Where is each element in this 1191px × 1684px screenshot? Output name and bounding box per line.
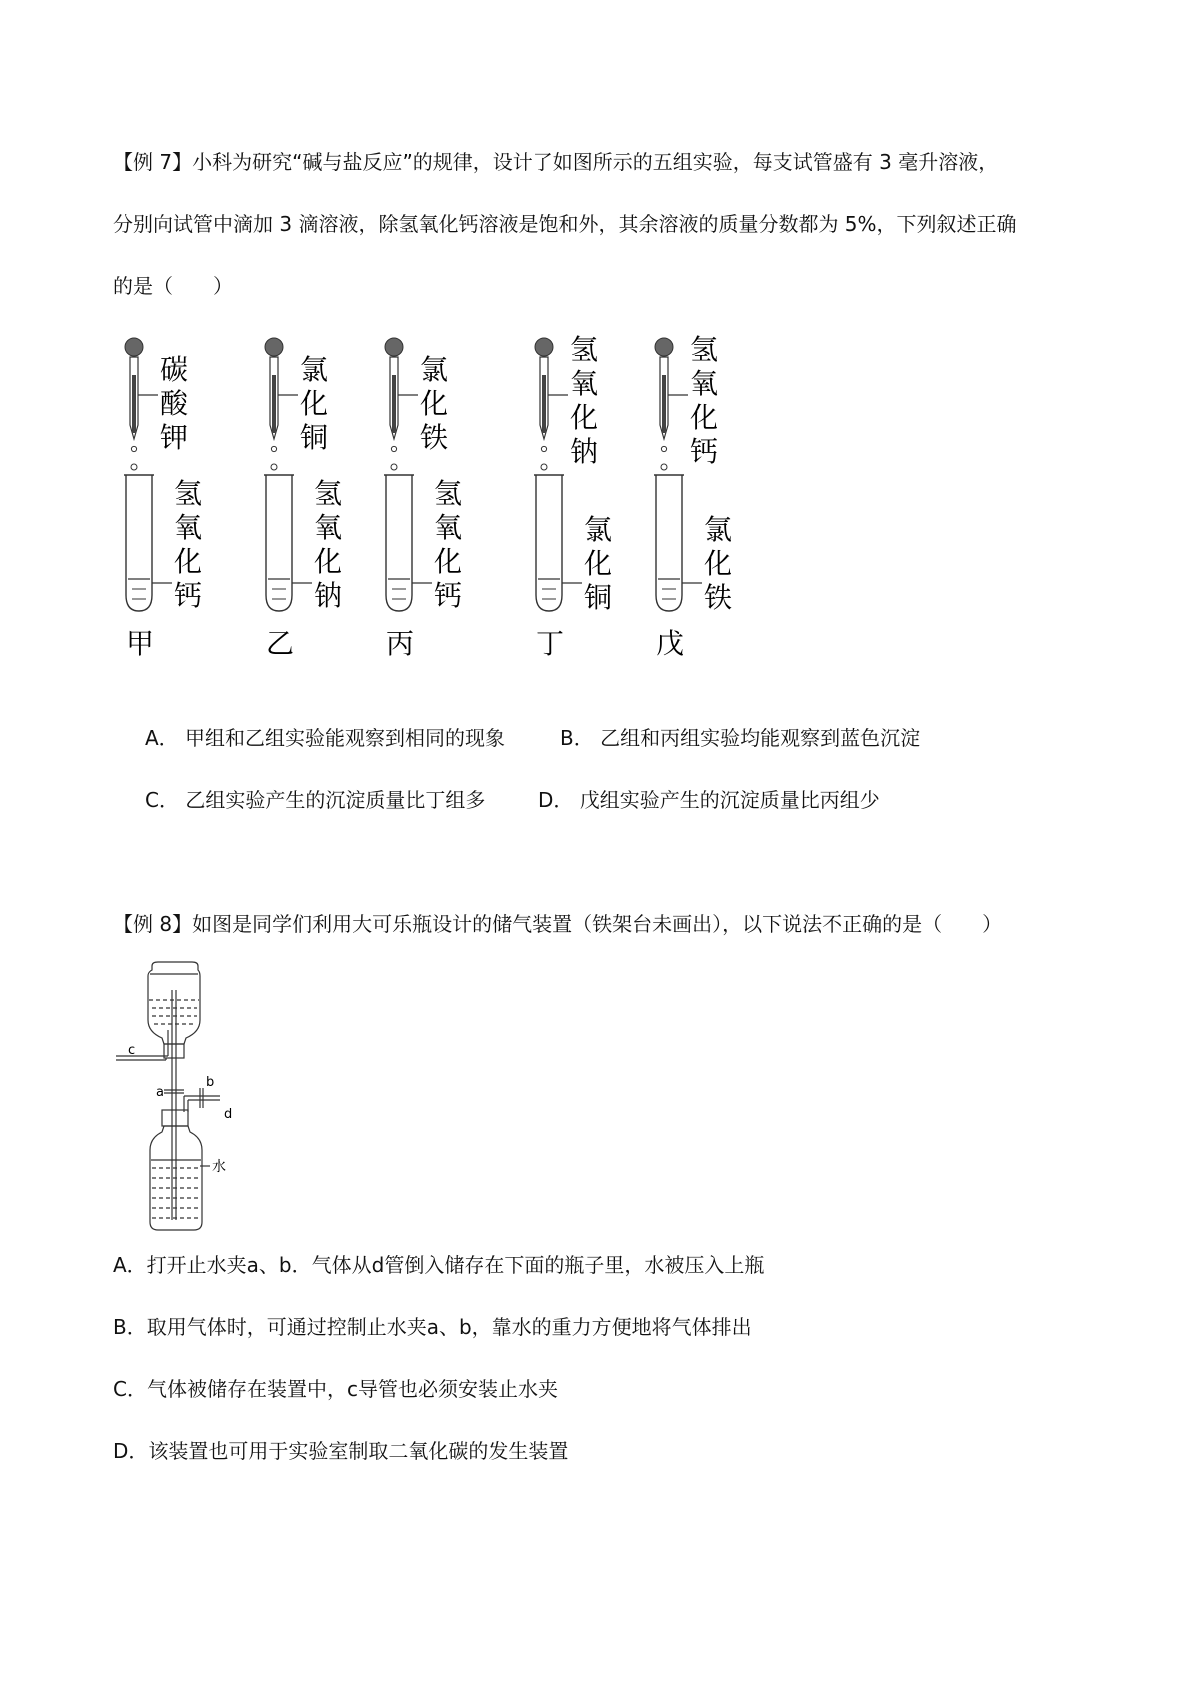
group-1-dropper-liquid (132, 375, 136, 433)
group-5-dropper-char: 化 (690, 401, 719, 434)
group-3-tube-char: 化 (434, 545, 463, 578)
group-2-tube-char: 氢 (314, 477, 343, 510)
group-3-dropper-char: 氯 (420, 353, 449, 386)
label-a: a (156, 1085, 164, 1100)
group-2-drop (271, 446, 276, 451)
group-4-dropper-char: 化 (570, 401, 599, 434)
group-1-label: 甲 (126, 627, 155, 660)
group-1-tube-char: 钙 (174, 579, 203, 612)
group-5-dropper-bulb (655, 338, 673, 356)
group-1-dropper-bulb (125, 338, 143, 356)
group-2-tube-char: 氧 (314, 511, 343, 544)
group-3-tube-char: 氧 (434, 511, 463, 544)
group-1-dropper-char: 酸 (160, 387, 189, 420)
group-5-dropper-char: 氧 (690, 367, 719, 400)
group-2-label: 乙 (266, 627, 295, 660)
group-2-test-tube (264, 475, 294, 611)
group-4-drop (541, 446, 546, 451)
group-5-dropper-char: 钙 (690, 435, 719, 468)
group-2-dropper-char: 氯 (300, 353, 329, 386)
example7-question-line3: 的是（ ） (113, 274, 233, 298)
group-2-dropper-liquid (272, 375, 276, 433)
group-5-test-tube (654, 475, 684, 611)
group-5-drop (661, 464, 667, 470)
group-4-dropper-bulb (535, 338, 553, 356)
group-3-tube-char: 氢 (434, 477, 463, 510)
group-5-dropper-liquid (662, 375, 666, 433)
group-1-dropper-char: 碳 (160, 353, 189, 386)
example8-question-line1: 【例 8】如图是同学们利用大可乐瓶设计的储气装置（铁架台未画出），以下说法不正确的是（ ） (113, 912, 1003, 936)
example8-option-c: C．气体被储存在装置中，c导管也必须安装止水夹 (113, 1377, 558, 1401)
group-3-test-tube (384, 475, 414, 611)
group-1-drop (131, 464, 137, 470)
group-3-dropper-bulb (385, 338, 403, 356)
group-5-dropper-char: 氢 (690, 335, 719, 366)
example7-figure (110, 335, 790, 705)
group-3-drop (391, 446, 396, 451)
group-5-tube-char: 铁 (704, 581, 733, 614)
example8-option-a: A．打开止水夹a、b．气体从d管倒入储存在下面的瓶子里，水被压入上瓶 (113, 1253, 765, 1277)
label-b: b (206, 1075, 215, 1090)
label-c: c (128, 1043, 136, 1058)
group-4-test-tube (534, 475, 564, 611)
group-2-dropper-char: 化 (300, 387, 329, 420)
group-3-dropper-char: 铁 (420, 421, 449, 454)
example7-option-a: A． 甲组和乙组实验能观察到相同的现象 (145, 726, 506, 750)
group-3-dropper-liquid (392, 375, 396, 433)
example8-option-d: D．该装置也可用于实验室制取二氧化碳的发生装置 (113, 1439, 569, 1463)
group-1-tube-char: 氢 (174, 477, 203, 510)
example7-question-line1: 【例 7】小科为研究“碱与盐反应”的规律，设计了如图所示的五组实验，每支试管盛有 3 毫升溶液， (113, 150, 999, 174)
example7-option-d: D． 戊组实验产生的沉淀质量比丙组少 (538, 788, 880, 812)
group-2-dropper-char: 铜 (300, 421, 329, 454)
group-4-dropper-char: 氢 (570, 335, 599, 366)
group-4-dropper-liquid (542, 375, 546, 433)
group-4-tube-char: 氯 (584, 513, 613, 546)
group-1-test-tube (124, 475, 154, 611)
group-4-label: 丁 (536, 627, 565, 660)
label-water: 水 (212, 1159, 226, 1175)
group-2-tube-char: 钠 (314, 579, 343, 612)
group-3-drop (391, 464, 397, 470)
example7-option-b: B． 乙组和丙组实验均能观察到蓝色沉淀 (560, 726, 921, 750)
group-3-dropper-char: 化 (420, 387, 449, 420)
group-2-drop (271, 464, 277, 470)
group-4-drop (541, 464, 547, 470)
group-1-tube-char: 化 (174, 545, 203, 578)
example8-figure (112, 960, 252, 1235)
group-3-tube-char: 钙 (434, 579, 463, 612)
example8-option-b: B．取用气体时，可通过控制止水夹a、b，靠水的重力方便地将气体排出 (113, 1315, 752, 1339)
group-5-drop (661, 446, 666, 451)
example7-question-line2: 分别向试管中滴加 3 滴溶液，除氢氧化钙溶液是饱和外，其余溶液的质量分数都为 5%，下列叙述正确 (113, 212, 1017, 236)
group-5-tube-char: 氯 (704, 513, 733, 546)
group-4-dropper-char: 氧 (570, 367, 599, 400)
group-5-tube-char: 化 (704, 547, 733, 580)
group-3-label: 丙 (386, 627, 415, 660)
label-d: d (224, 1107, 233, 1122)
group-4-dropper-char: 钠 (570, 435, 599, 468)
group-2-dropper-bulb (265, 338, 283, 356)
example7-option-c: C． 乙组实验产生的沉淀质量比丁组多 (145, 788, 486, 812)
group-4-tube-char: 铜 (584, 581, 613, 614)
group-1-drop (131, 446, 136, 451)
group-1-dropper-char: 钾 (160, 421, 189, 454)
group-5-label: 戊 (656, 627, 685, 660)
group-4-tube-char: 化 (584, 547, 613, 580)
group-2-tube-char: 化 (314, 545, 343, 578)
group-1-tube-char: 氧 (174, 511, 203, 544)
